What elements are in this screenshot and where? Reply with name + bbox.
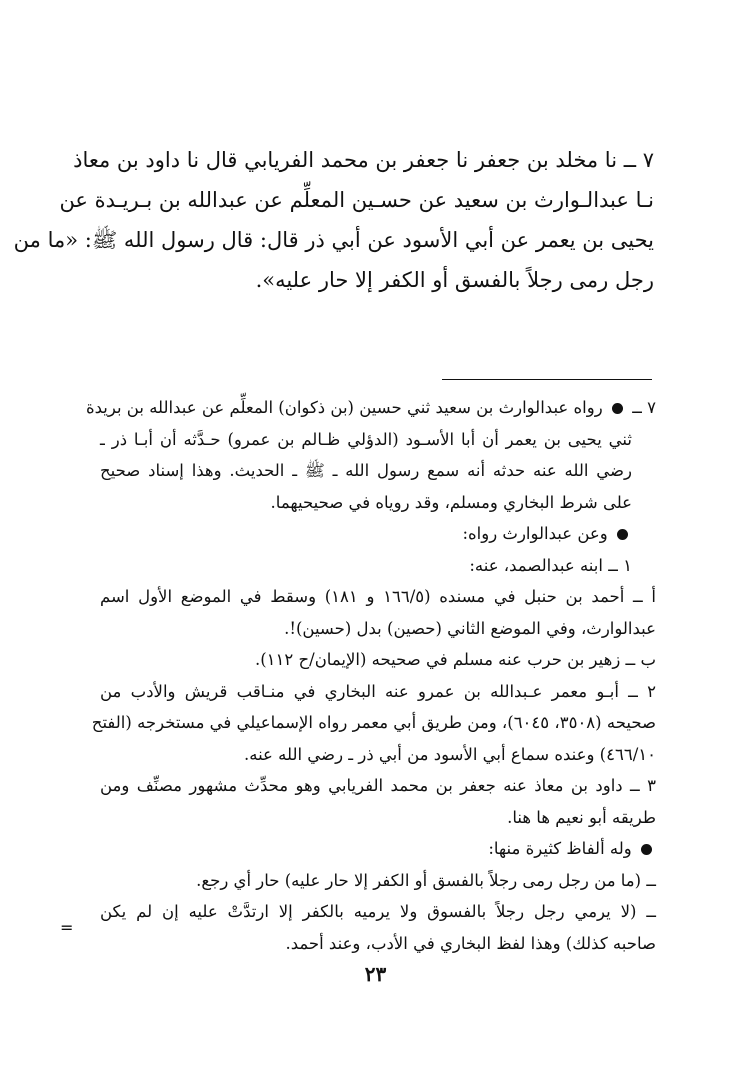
main-text-block [13, 140, 654, 300]
bullet-icon [612, 403, 623, 414]
footnote-line: وله ألفاظ كثيرة منها: [100, 833, 656, 865]
footnote-line: على شرط البخاري ومسلم، وقد روياه في صحيحيهما. [270, 492, 632, 512]
footnote-line: طريقه أبو نعيم ها هنا. [507, 807, 656, 827]
main-text-line: رجل رمى رجلاً بالفسق أو الكفر إلا حار عليه». [255, 268, 654, 292]
footnote-line: ٤٦٦/١٠) وعنده سماع أبي الأسود من أبي ذر ـ رضي الله عنه. [243, 744, 656, 764]
footnote-separator [442, 379, 652, 380]
main-text-line: نـا عبدالـوارث بن سعيد عن حسـين المعلِّم عن عبدالله بن بـريـدة عن [59, 188, 654, 212]
footnote-line: رضي الله عنه حدثه أنه سمع رسول الله ـ ﷺ ـ الحديث. وهذا إسناد صحيح [100, 461, 632, 480]
footnote-line: عبدالوارث، وفي الموضع الثاني (حصين) بدل (حسين)!. [284, 618, 656, 638]
bullet-icon [641, 844, 652, 855]
footnote-line: ٧ ــ رواه عبدالوارث بن سعيد ثني حسين (بن ذكوان) المعلِّم عن عبدالله بن بريدة [85, 398, 656, 417]
footnote-line: ــ (ما من رجل رمى رجلاً بالفسق أو الكفر إلا حار عليه) حار أي رجع. [196, 870, 656, 890]
footnote-line: وعن عبدالوارث رواه: [100, 518, 656, 550]
footnote-line: ٣ ــ داود بن معاذ عنه جعفر بن محمد الفريابي وهو محدِّث مشهور مصنِّف ومن [100, 776, 656, 795]
footnote-line: ب ــ زهير بن حرب عنه مسلم في صحيحه (الإيمان/ح ١١٢). [254, 650, 656, 669]
footnotes-block [85, 392, 656, 959]
main-text-line: يحيى بن يعمر عن أبي الأسود عن أبي ذر قال: قال رسول الله ﷺ: «ما من [13, 228, 654, 252]
footnote-line: ــ (لا يرمي رجل رجلاً بالفسوق ولا يرميه بالكفر إلا ارتدَّتْ عليه إن لم يكن [100, 902, 656, 921]
footnote-line: ١ ــ ابنه عبدالصمد، عنه: [469, 555, 632, 575]
footnote-number: ٧ ــ [632, 398, 656, 417]
page-number: ٢٣ [364, 962, 387, 986]
footnote-line: صاحبه كذلك) وهذا لفظ البخاري في الأدب، وعند أحمد. [285, 933, 656, 953]
bullet-icon [617, 529, 628, 540]
footnote-line: ٢ ــ أبـو معمر عـبدالله بن عمرو عنه البخاري في منـاقب قريش والأدب من [100, 681, 656, 701]
continuation-mark: = [60, 918, 74, 937]
footnote-line: أ ــ أحمد بن حنبل في مسنده (١٦٦/٥ و ١٨١) وسقط في الموضع الأول اسم [100, 587, 656, 606]
main-text-line: ٧ ــ نا مخلد بن جعفر نا جعفر بن محمد الفريابي قال نا داود بن معاذ [73, 148, 654, 172]
footnote-line: ثني يحيى بن يعمر أن أبا الأسـود (الدؤلي ظـالم بن عمرو) حـدَّثه أن أبـا ذر ـ [100, 429, 632, 449]
footnote-line: صحيحه (٣٥٠٨، ٦٠٤٥)، ومن طريق أبي معمر رواه الإسماعيلي في مستخرجه (الفتح [91, 713, 656, 732]
